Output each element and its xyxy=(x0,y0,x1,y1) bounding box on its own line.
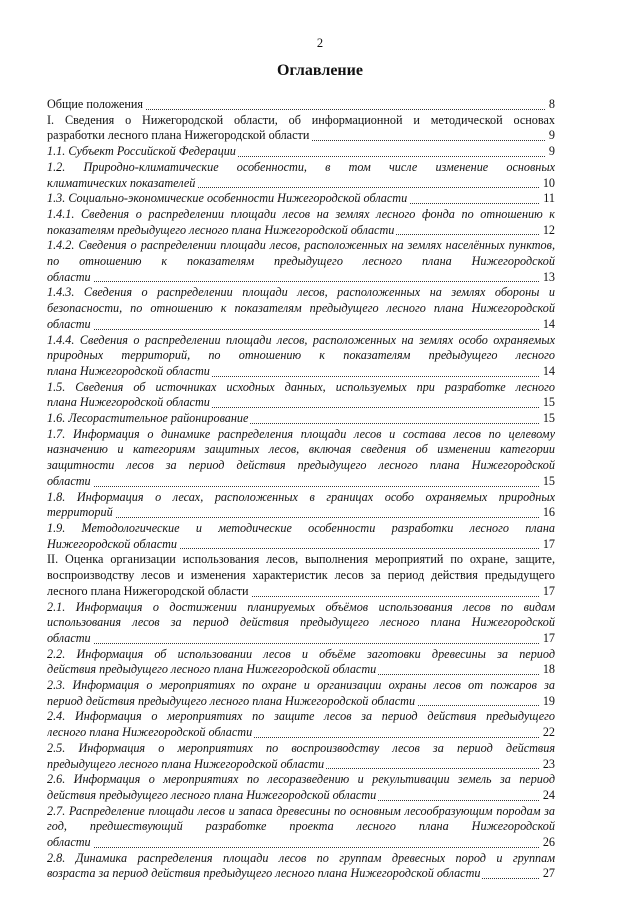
toc-entry-last-line xyxy=(47,662,555,678)
dot-leader xyxy=(47,485,555,487)
toc-entry-text: 2.2. Информация об использовании лесов и объёме заготовки древесины за период xyxy=(47,646,555,661)
toc-page-number: 17 xyxy=(540,537,555,553)
toc-entry-label: показателям предыдущего лесного плана Нижегородской области xyxy=(47,222,395,237)
toc-entry[interactable] xyxy=(47,207,555,238)
toc-entry-label: 1.1. Субъект Российской Федерации xyxy=(47,144,236,159)
toc-page-number: 24 xyxy=(540,788,555,804)
toc-entry-last-line xyxy=(47,317,555,333)
toc-entry-label: действия предыдущего лесного плана Нижегородской области xyxy=(47,662,377,677)
page-number: 2 xyxy=(316,36,324,50)
toc-entry[interactable] xyxy=(47,411,555,427)
toc-page-number: 17 xyxy=(540,584,555,600)
toc-entry-text: 1.2. Природно-климатические особенности, в том числе изменение основных xyxy=(47,159,555,174)
toc-entry-text: 2.8. Динамика распределения площади лесов по группам древесных пород и группам xyxy=(47,850,555,865)
toc-entry[interactable] xyxy=(47,238,555,285)
toc-page-number: 9 xyxy=(546,144,555,160)
toc-entry[interactable] xyxy=(47,380,555,411)
toc-entry-text: I. Сведения о Нижегородской области, об информационной и методической основах xyxy=(47,112,555,127)
toc-entry[interactable] xyxy=(47,600,555,647)
toc-entry-last-line xyxy=(47,364,555,380)
toc-entry-label: лесного плана Нижегородской области xyxy=(47,725,253,740)
dot-leader xyxy=(47,516,555,518)
toc-entry[interactable] xyxy=(47,113,555,144)
toc-entry-label: разработки лесного плана Нижегородской области xyxy=(47,128,310,143)
toc-entry-last-line xyxy=(47,176,555,192)
toc-entry-last-line xyxy=(47,270,555,286)
toc-page-number: 12 xyxy=(540,223,555,239)
toc-entry-last-line xyxy=(47,395,555,411)
toc-entry-text: 1.4.2. Сведения о распределении площади лесов, расположенных на землях населённых пунктов, по отношению к показателям предыдущего лесного плана Нижегородской xyxy=(47,238,555,269)
toc-page-number: 10 xyxy=(540,176,555,192)
toc-entry[interactable] xyxy=(47,521,555,552)
toc-entry-text: 1.4.3. Сведения о распределении площади лесов, расположенных на землях обороны и безопасности, по отношению к показателям предыдущего лесного плана Нижегородской xyxy=(47,285,555,316)
toc-page-number: 23 xyxy=(540,757,555,773)
toc-entry[interactable] xyxy=(47,772,555,803)
toc-title: Оглавление xyxy=(277,62,363,79)
toc-entry-label: области xyxy=(47,316,91,331)
toc-entry-text: 1.5. Сведения об источниках исходных данных, используемых при разработке лесного xyxy=(47,379,555,394)
toc-page-number: 11 xyxy=(540,191,555,207)
toc-entry-last-line xyxy=(47,631,555,647)
toc-entry-last-line xyxy=(47,835,555,851)
toc-entry-text: 1.4.1. Сведения о распределении площади лесов на землях лесного фонда по отношению к xyxy=(47,206,555,221)
toc-entry-text: 2.1. Информация о достижении планируемых объёмов использования лесов по видам использования лесов за период действия предыдущего лесного плана Нижегородской xyxy=(47,599,555,630)
dot-leader xyxy=(47,642,555,644)
toc-entry-last-line xyxy=(47,505,555,521)
toc-entry-last-line xyxy=(47,97,555,113)
toc-entry-last-line xyxy=(47,694,555,710)
toc-entry[interactable] xyxy=(47,741,555,772)
toc-entry[interactable] xyxy=(47,851,555,882)
toc-entry-label: действия предыдущего лесного плана Нижегородской области xyxy=(47,787,377,802)
toc-page-number: 15 xyxy=(540,474,555,490)
toc-page-number: 27 xyxy=(540,866,555,882)
toc-entry[interactable] xyxy=(47,427,555,490)
toc-entry[interactable] xyxy=(47,552,555,599)
toc-page-number: 8 xyxy=(546,97,555,113)
toc-page-number: 9 xyxy=(546,128,555,144)
toc-entry-label: области xyxy=(47,473,91,488)
toc-entry-label: Общие положения xyxy=(47,97,144,111)
toc-entry-last-line xyxy=(47,128,555,144)
toc-page-number: 13 xyxy=(540,270,555,286)
toc-entry[interactable] xyxy=(47,285,555,332)
toc-entry-label: возраста за период действия предыдущего лесного плана Нижегородской области xyxy=(47,866,481,881)
toc-page-number: 15 xyxy=(540,411,555,427)
toc-entry[interactable] xyxy=(47,647,555,678)
toc-entry[interactable] xyxy=(47,144,555,160)
toc-entry-last-line xyxy=(47,474,555,490)
toc-entry-label: климатических показателей xyxy=(47,175,196,190)
toc-entry-text: 1.8. Информация о лесах, расположенных в границах особо охраняемых природных xyxy=(47,489,555,504)
toc-entry[interactable] xyxy=(47,333,555,380)
toc-entry-text: 1.9. Методологические и методические особенности разработки лесного плана xyxy=(47,520,555,535)
toc-entry[interactable] xyxy=(47,804,555,851)
toc-entry-text: 2.4. Информация о мероприятиях по защите лесов за период действия предыдущего xyxy=(47,709,555,724)
dot-leader xyxy=(47,280,555,282)
toc-entry-label: 1.3. Социально-экономические особенности Нижегородской области xyxy=(47,191,408,206)
toc-entry[interactable] xyxy=(47,678,555,709)
toc-page-number: 22 xyxy=(540,725,555,741)
toc-entry-last-line xyxy=(47,537,555,553)
toc-entry-last-line xyxy=(47,757,555,773)
toc-entry-label: лесного плана Нижегородской области xyxy=(47,583,249,598)
toc-entry[interactable] xyxy=(47,490,555,521)
toc-entry-label: территорий xyxy=(47,505,113,520)
toc-entry-last-line xyxy=(47,866,555,882)
toc-entry-last-line xyxy=(47,584,555,600)
toc-page-number: 15 xyxy=(540,395,555,411)
toc-entry-text: 2.7. Распределение площади лесов и запаса древесины по основным лесообразующим породам за год, предшествующий разработке проекта лесного плана Нижегородской xyxy=(47,803,555,834)
toc-entry-text: 2.3. Информация о мероприятиях по охране и организации охраны лесов от пожаров за xyxy=(47,678,555,693)
dot-leader xyxy=(47,846,555,848)
toc-entry[interactable] xyxy=(47,160,555,191)
toc-page-number: 26 xyxy=(540,835,555,851)
toc-entry-label: плана Нижегородской области xyxy=(47,363,210,378)
toc-entry[interactable] xyxy=(47,97,555,113)
toc-entry-label: области xyxy=(47,630,91,645)
toc-entry-label: плана Нижегородской области xyxy=(47,395,210,410)
dot-leader xyxy=(47,328,555,330)
toc-entry-last-line xyxy=(47,788,555,804)
toc-entry-last-line xyxy=(47,144,555,160)
toc-page-number: 14 xyxy=(540,364,555,380)
toc-entry-label: области xyxy=(47,835,91,850)
toc-entry-label: 1.6. Лесорастительное районирование xyxy=(47,411,249,426)
toc-entry[interactable] xyxy=(47,191,555,207)
toc-entry-label: период действия предыдущего лесного плана Нижегородской области xyxy=(47,693,416,708)
toc-entry-text: 1.7. Информация о динамике распределения площади лесов и состава лесов по целевому назначению и категориям защитных лесов, включая сведения об изменении категории защитности лесов за период действия предыдущего лесного плана Нижегородской xyxy=(47,426,555,473)
toc-page-number: 17 xyxy=(540,631,555,647)
toc-entry-last-line xyxy=(47,223,555,239)
toc-entry-text: 2.5. Информация о мероприятиях по воспроизводству лесов за период действия xyxy=(47,740,555,755)
table-of-contents xyxy=(47,97,555,882)
toc-entry-text: 2.6. Информация о мероприятиях по лесоразведению и рекультивации земель за период xyxy=(47,772,555,787)
toc-entry-last-line xyxy=(47,191,555,207)
toc-page-number: 14 xyxy=(540,317,555,333)
toc-page-number: 18 xyxy=(540,662,555,678)
toc-page-number: 16 xyxy=(540,505,555,521)
toc-page-number: 19 xyxy=(540,694,555,710)
toc-entry-last-line xyxy=(47,725,555,741)
toc-entry-last-line xyxy=(47,411,555,427)
toc-entry-label: области xyxy=(47,269,91,284)
toc-entry[interactable] xyxy=(47,709,555,740)
toc-entry-label: Нижегородской области xyxy=(47,536,178,551)
toc-entry-label: предыдущего лесного плана Нижегородской области xyxy=(47,756,325,771)
toc-entry-text: 1.4.4. Сведения о распределении площади лесов, расположенных на землях особо охраняемых природных территорий, по отношению к показателям предыдущего лесного xyxy=(47,332,555,363)
toc-entry-text: II. Оценка организации использования лесов, выполнения мероприятий по охране, защите, воспроизводству лесов и изменения характеристик лесов за период действия предыдущего xyxy=(47,552,555,583)
